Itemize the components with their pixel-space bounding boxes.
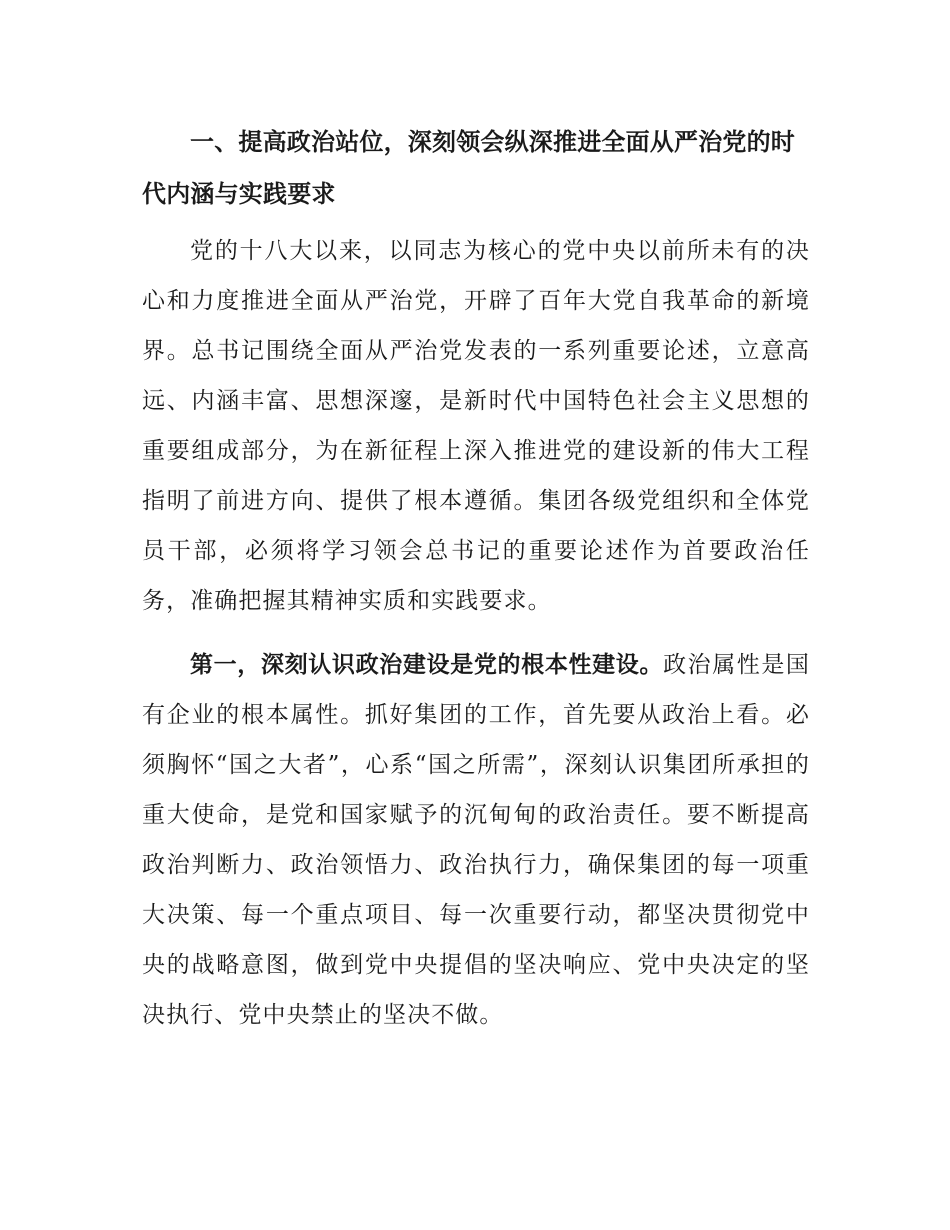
paragraph-intro: 党的十八大以来，以同志为核心的党中央以前所未有的决心和力度推进全面从严治党，开辟了百年大党自我革命的新境界。总书记围绕全面从严治党发表的一系列重要论述，立意高远、内涵丰富、思想深邃，是新时代中国特色社会主义思想的重要组成部分，为在新征程上深入推进党的建设新的伟大工程指明了前进方向、提供了根本遵循。集团各级党组织和全体党员干部，必须将学习领会总书记的重要论述作为首要政治任务，准确把握其精神实质和实践要求。 <box>142 238 810 614</box>
document-body <box>142 116 810 1054</box>
section-heading: 一、提高政治站位，深刻领会纵深推进全面从严治党的时代内涵与实践要求 <box>142 128 795 208</box>
paragraph-first-point <box>142 640 810 1040</box>
paragraph-body: 政治属性是国有企业的根本属性。抓好集团的工作，首先要从政治上看。必须胸怀“国之大者”，心系“国之所需”，深刻认识集团所承担的重大使命，是党和国家赋予的沉甸甸的政治责任。要不断提高政治判断力、政治领悟力、政治执行力，确保集团的每一项重大决策、每一个重点项目、每一次重要行动，都坚决贯彻党中央的战略意图，做到党中央提倡的坚决响应、党中央决定的坚决执行、党中央禁止的坚决不做。 <box>142 652 811 1028</box>
paragraph-lead: 第一，深刻认识政治建设是党的根本性建设。 <box>190 652 664 678</box>
